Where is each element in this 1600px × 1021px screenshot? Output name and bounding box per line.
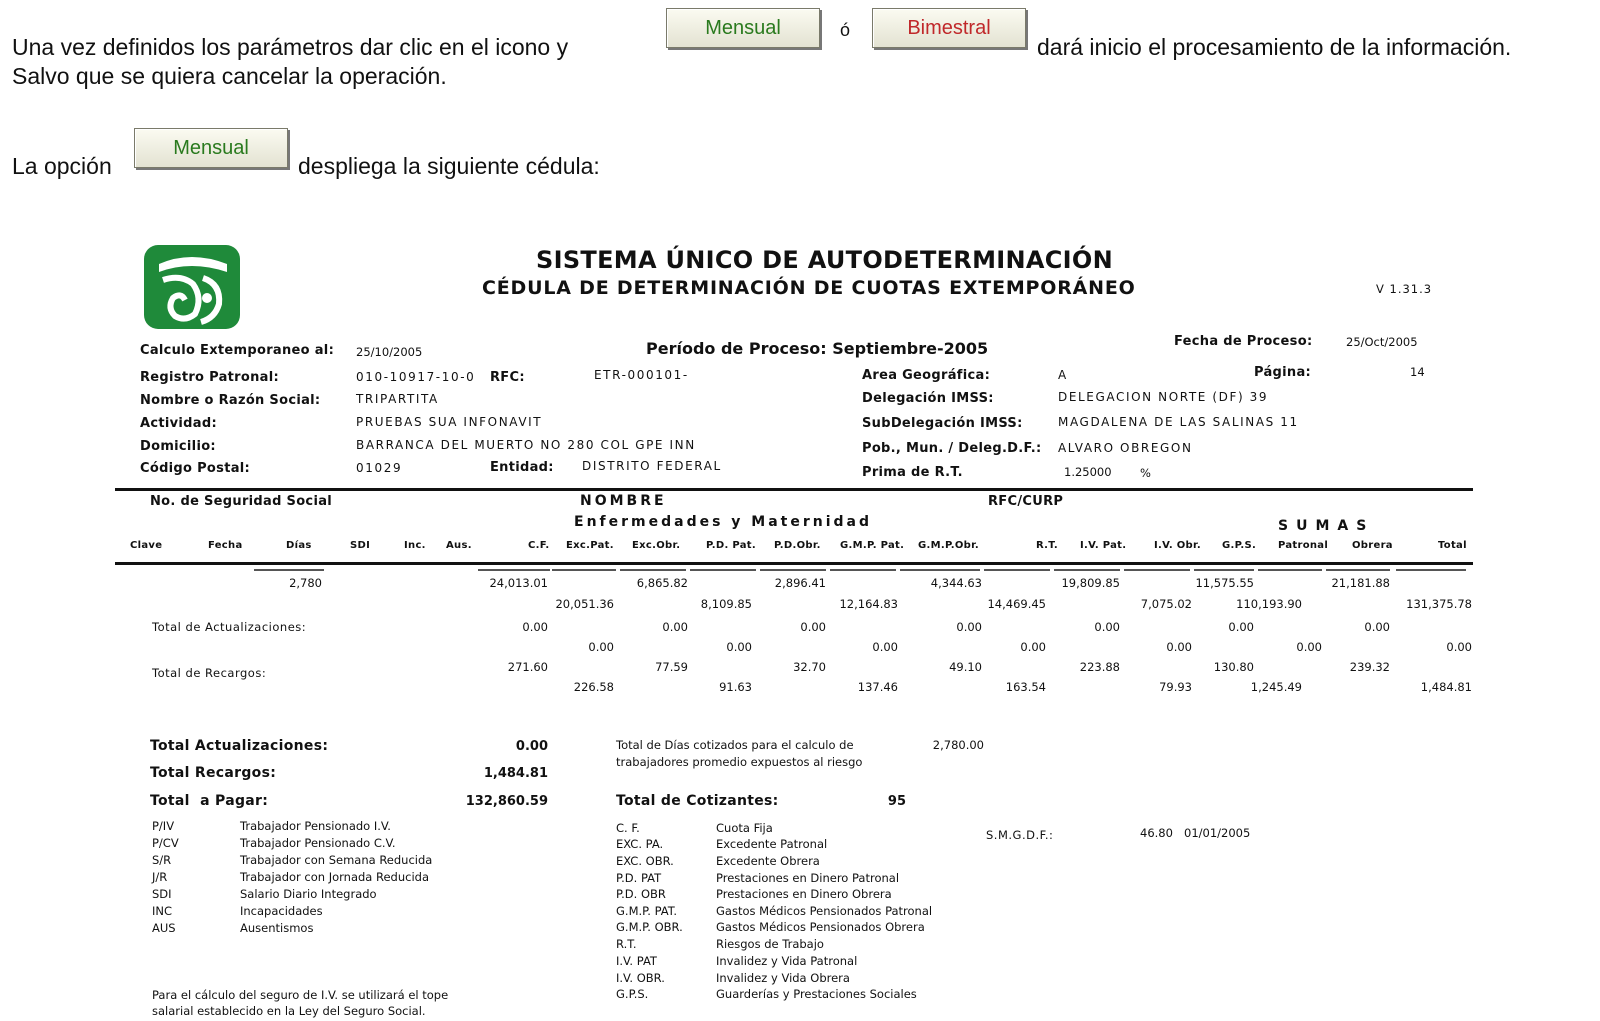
legend-code: G.P.S. xyxy=(616,987,649,1001)
legend-desc: Invalidez y Vida Patronal xyxy=(716,954,858,968)
total-recargos-label: Total Recargos: xyxy=(150,765,277,781)
rec-label: Total de Recargos: xyxy=(152,666,267,680)
table-cell: 130.80 xyxy=(1213,660,1254,674)
bar xyxy=(690,569,756,571)
doc-title: SISTEMA ÚNICO DE AUTODETERMINACIÓN xyxy=(536,246,1113,274)
table-cell: 0.00 xyxy=(1364,620,1390,634)
table-cell: 0.00 xyxy=(1020,640,1046,654)
legend-code: J/R xyxy=(152,870,168,884)
intro-line3-pre: La opción xyxy=(12,153,112,179)
entidad-value: DISTRITO FEDERAL xyxy=(582,459,722,473)
act-label: Total de Actualizaciones: xyxy=(152,620,307,634)
table-cell: 0.00 xyxy=(1166,640,1192,654)
domicilio-label: Domicilio: xyxy=(140,439,216,454)
table-cell: 91.63 xyxy=(719,680,752,694)
legend-code: EXC. PA. xyxy=(616,837,664,851)
delegacion-label: Delegación IMSS: xyxy=(862,391,994,406)
table-cell: 12,164.83 xyxy=(839,597,898,611)
bimestral-button[interactable]: Bimestral xyxy=(872,8,1026,48)
total-actualizaciones-value: 0.00 xyxy=(515,739,548,754)
table-cell: 0.00 xyxy=(1446,640,1472,654)
nombre-label: Nombre o Razón Social: xyxy=(140,393,321,408)
imss-logo-icon xyxy=(141,242,243,332)
dias-value: 2,780.00 xyxy=(932,738,984,752)
table-cell: 7,075.02 xyxy=(1140,597,1192,611)
cotizantes-label: Total de Cotizantes: xyxy=(616,793,779,809)
or-text: ó xyxy=(840,20,851,40)
table-cell: 14,469.45 xyxy=(987,597,1046,611)
col-fecha: Fecha xyxy=(208,540,243,551)
col-inc: Inc. xyxy=(404,540,426,551)
pob-value: ALVARO OBREGON xyxy=(1058,441,1193,455)
table-cell: 0.00 xyxy=(872,640,898,654)
legend-desc: Incapacidades xyxy=(240,904,323,918)
smgdf-value: 46.80 xyxy=(1140,826,1173,840)
table-cell: 226.58 xyxy=(573,680,614,694)
calc-value: 25/10/2005 xyxy=(356,345,423,359)
bar xyxy=(984,569,1050,571)
col-gps: G.P.S. xyxy=(1222,540,1257,551)
table-cell: 20,051.36 xyxy=(555,597,614,611)
legend-desc: Trabajador Pensionado I.V. xyxy=(240,819,391,833)
prima-value: 1.25000 xyxy=(1064,465,1112,479)
cp-label: Código Postal: xyxy=(140,461,251,476)
legend-desc: Trabajador Pensionado C.V. xyxy=(240,836,396,850)
legend-code: G.M.P. OBR. xyxy=(616,920,683,934)
dias-label-1: Total de Días cotizados para el calculo de xyxy=(616,738,854,752)
bar xyxy=(830,569,896,571)
table-cell: 79.93 xyxy=(1159,680,1192,694)
table-cell: 8,109.85 xyxy=(700,597,752,611)
legend-desc: Trabajador con Semana Reducida xyxy=(240,853,433,867)
legend-code: G.M.P. PAT. xyxy=(616,904,678,918)
table-cell: 1,484.81 xyxy=(1420,680,1472,694)
total-pagar-label: Total a Pagar: xyxy=(150,793,269,809)
legend-code: S/R xyxy=(152,853,172,867)
col-rt: R.T. xyxy=(1036,540,1058,551)
table-cell: 271.60 xyxy=(507,660,548,674)
total-pagar-value: 132,860.59 xyxy=(465,794,548,809)
iv-note-line1: Para el cálculo del seguro de I.V. se utilizará el tope xyxy=(152,988,449,1002)
table-cell: 0.00 xyxy=(1296,640,1322,654)
actividad-value: PRUEBAS SUA INFONAVIT xyxy=(356,415,543,429)
table-cell: 2,780 xyxy=(289,576,322,590)
iv-note-line2: salarial establecido en la Ley del Seguro Social. xyxy=(152,1004,426,1018)
table-cell: 0.00 xyxy=(800,620,826,634)
prima-unit: % xyxy=(1140,466,1151,480)
col-total: Total xyxy=(1438,540,1467,551)
col-sdi: SDI xyxy=(350,540,371,551)
table-cell: 110,193.90 xyxy=(1236,597,1302,611)
smgdf-date: 01/01/2005 xyxy=(1184,826,1251,840)
bar xyxy=(1326,569,1390,571)
total-actualizaciones-label: Total Actualizaciones: xyxy=(150,738,329,754)
col-em: Enfermedades y Maternidad xyxy=(574,514,873,530)
bar xyxy=(1124,569,1190,571)
col-patronal: Patronal xyxy=(1278,540,1329,551)
col-pd-obr: P.D.Obr. xyxy=(774,540,821,551)
bar xyxy=(620,569,686,571)
legend-code: P.D. OBR xyxy=(616,887,666,901)
pob-label: Pob., Mun. / Deleg.D.F.: xyxy=(862,441,1042,456)
col-obrera: Obrera xyxy=(1352,540,1393,551)
col-rfc: RFC/CURP xyxy=(988,494,1064,509)
version: V 1.31.3 xyxy=(1376,282,1433,296)
intro-line3-post: despliega la siguiente cédula: xyxy=(298,153,600,179)
mensual-button[interactable]: Mensual xyxy=(666,8,820,48)
col-aus: Aus. xyxy=(446,540,472,551)
col-nss: No. de Seguridad Social xyxy=(150,494,333,509)
legend-desc: Ausentismos xyxy=(240,921,314,935)
legend-desc: Salario Diario Integrado xyxy=(240,887,377,901)
col-cf: C.F. xyxy=(528,540,550,551)
legend-desc: Gastos Médicos Pensionados Obrera xyxy=(716,920,925,934)
actividad-label: Actividad: xyxy=(140,416,217,431)
table-cell: 11,575.55 xyxy=(1195,576,1254,590)
rfc-value: ETR-000101- xyxy=(594,368,689,382)
col-pd-pat: P.D. Pat. xyxy=(706,540,756,551)
table-cell: 0.00 xyxy=(1094,620,1120,634)
legend-desc: Prestaciones en Dinero Obrera xyxy=(716,887,892,901)
bar xyxy=(552,569,616,571)
legend-code: EXC. OBR. xyxy=(616,854,674,868)
col-iv-obr: I.V. Obr. xyxy=(1154,540,1201,551)
legend-code: R.T. xyxy=(616,937,637,951)
doc-subtitle: CÉDULA DE DETERMINACIÓN DE CUOTAS EXTEMPORÁNEO xyxy=(482,277,1136,299)
legend-code: C. F. xyxy=(616,821,640,835)
entidad-label: Entidad: xyxy=(490,460,554,475)
bar xyxy=(1258,569,1322,571)
col-clave: Clave xyxy=(130,540,163,551)
smgdf-label: S.M.G.D.F.: xyxy=(986,828,1054,842)
legend-desc: Cuota Fija xyxy=(716,821,773,835)
table-cell: 239.32 xyxy=(1349,660,1390,674)
cotizantes-value: 95 xyxy=(887,794,906,809)
intro-line1-post: dará inicio el procesamiento de la información. xyxy=(1037,34,1512,60)
col-iv-pat: I.V. Pat. xyxy=(1080,540,1127,551)
legend-code: INC xyxy=(152,904,173,918)
registro-label: Registro Patronal: xyxy=(140,370,279,385)
table-cell: 2,896.41 xyxy=(774,576,826,590)
legend-desc: Excedente Obrera xyxy=(716,854,820,868)
bar xyxy=(760,569,826,571)
registro-value: 010-10917-10-0 xyxy=(356,370,476,384)
table-cell: 49.10 xyxy=(949,660,982,674)
legend-desc: Gastos Médicos Pensionados Patronal xyxy=(716,904,933,918)
legend-code: I.V. OBR. xyxy=(616,971,665,985)
area-label: Area Geográfica: xyxy=(862,368,991,383)
table-cell: 77.59 xyxy=(655,660,688,674)
col-exc-obr: Exc.Obr. xyxy=(632,540,681,551)
table-cell: 32.70 xyxy=(793,660,826,674)
bar xyxy=(478,569,550,571)
legend-code: AUS xyxy=(152,921,176,935)
table-cell: 1,245.49 xyxy=(1250,680,1302,694)
table-cell: 0.00 xyxy=(588,640,614,654)
domicilio-value: BARRANCA DEL MUERTO NO 280 COL GPE INN xyxy=(356,438,696,452)
table-cell: 4,344.63 xyxy=(930,576,982,590)
subdelegacion-label: SubDelegación IMSS: xyxy=(862,416,1023,431)
table-cell: 0.00 xyxy=(1228,620,1254,634)
table-cell: 137.46 xyxy=(857,680,898,694)
legend-code: SDI xyxy=(152,887,172,901)
col-gmp-obr: G.M.P.Obr. xyxy=(918,540,980,551)
delegacion-value: DELEGACION NORTE (DF) 39 xyxy=(1058,390,1269,404)
mensual-option-button[interactable]: Mensual xyxy=(134,128,288,168)
header-rule-bottom xyxy=(115,562,1473,565)
calc-label: Calculo Extemporaneo al: xyxy=(140,343,335,358)
table-cell: 6,865.82 xyxy=(636,576,688,590)
col-exc-pat: Exc.Pat. xyxy=(566,540,614,551)
pagina-value: 14 xyxy=(1410,365,1425,379)
total-recargos-value: 1,484.81 xyxy=(483,766,548,781)
rfc-label: RFC: xyxy=(490,370,525,385)
bar xyxy=(1054,569,1120,571)
col-nombre: NOMBRE xyxy=(580,493,667,509)
fecha-label: Fecha de Proceso: xyxy=(1174,334,1313,349)
table-cell: 0.00 xyxy=(956,620,982,634)
table-cell: 163.54 xyxy=(1005,680,1046,694)
legend-desc: Prestaciones en Dinero Patronal xyxy=(716,871,900,885)
table-cell: 223.88 xyxy=(1079,660,1120,674)
table-cell: 131,375.78 xyxy=(1406,597,1472,611)
legend-desc: Excedente Patronal xyxy=(716,837,828,851)
table-cell: 21,181.88 xyxy=(1331,576,1390,590)
subdelegacion-value: MAGDALENA DE LAS SALINAS 11 xyxy=(1058,415,1299,429)
area-value: A xyxy=(1058,368,1068,382)
header-rule-top xyxy=(115,488,1473,491)
bar xyxy=(1194,569,1254,571)
col-gmp-pat: G.M.P. Pat. xyxy=(840,540,905,551)
legend-code: I.V. PAT xyxy=(616,954,657,968)
table-cell: 0.00 xyxy=(726,640,752,654)
table-cell: 19,809.85 xyxy=(1061,576,1120,590)
legend-code: P/CV xyxy=(152,836,179,850)
bar xyxy=(900,569,980,571)
prima-label: Prima de R.T. xyxy=(862,465,963,480)
dias-label-2: trabajadores promedio expuestos al riesgo xyxy=(616,755,863,769)
table-cell: 0.00 xyxy=(662,620,688,634)
table-cell: 0.00 xyxy=(522,620,548,634)
pagina-label: Página: xyxy=(1254,365,1312,380)
legend-code: P/IV xyxy=(152,819,175,833)
legend-desc: Riesgos de Trabajo xyxy=(716,937,824,951)
legend-desc: Trabajador con Jornada Reducida xyxy=(240,870,430,884)
table-cell: 24,013.01 xyxy=(489,576,548,590)
intro-line2: Salvo que se quiera cancelar la operación. xyxy=(12,63,447,89)
col-dias: Días xyxy=(286,540,312,551)
intro-line1-pre: Una vez definidos los parámetros dar clic en el icono y xyxy=(12,34,569,60)
bar xyxy=(254,569,324,571)
nombre-value: TRIPARTITA xyxy=(356,392,439,406)
bar xyxy=(1396,569,1466,571)
process-period: Período de Proceso: Septiembre-2005 xyxy=(646,339,989,358)
cp-value: 01029 xyxy=(356,461,403,475)
legend-desc: Guarderías y Prestaciones Sociales xyxy=(716,987,917,1001)
legend-desc: Invalidez y Vida Obrera xyxy=(716,971,850,985)
legend-code: P.D. PAT xyxy=(616,871,662,885)
fecha-value: 25/Oct/2005 xyxy=(1346,335,1418,349)
col-sumas: SUMAS xyxy=(1278,518,1375,534)
